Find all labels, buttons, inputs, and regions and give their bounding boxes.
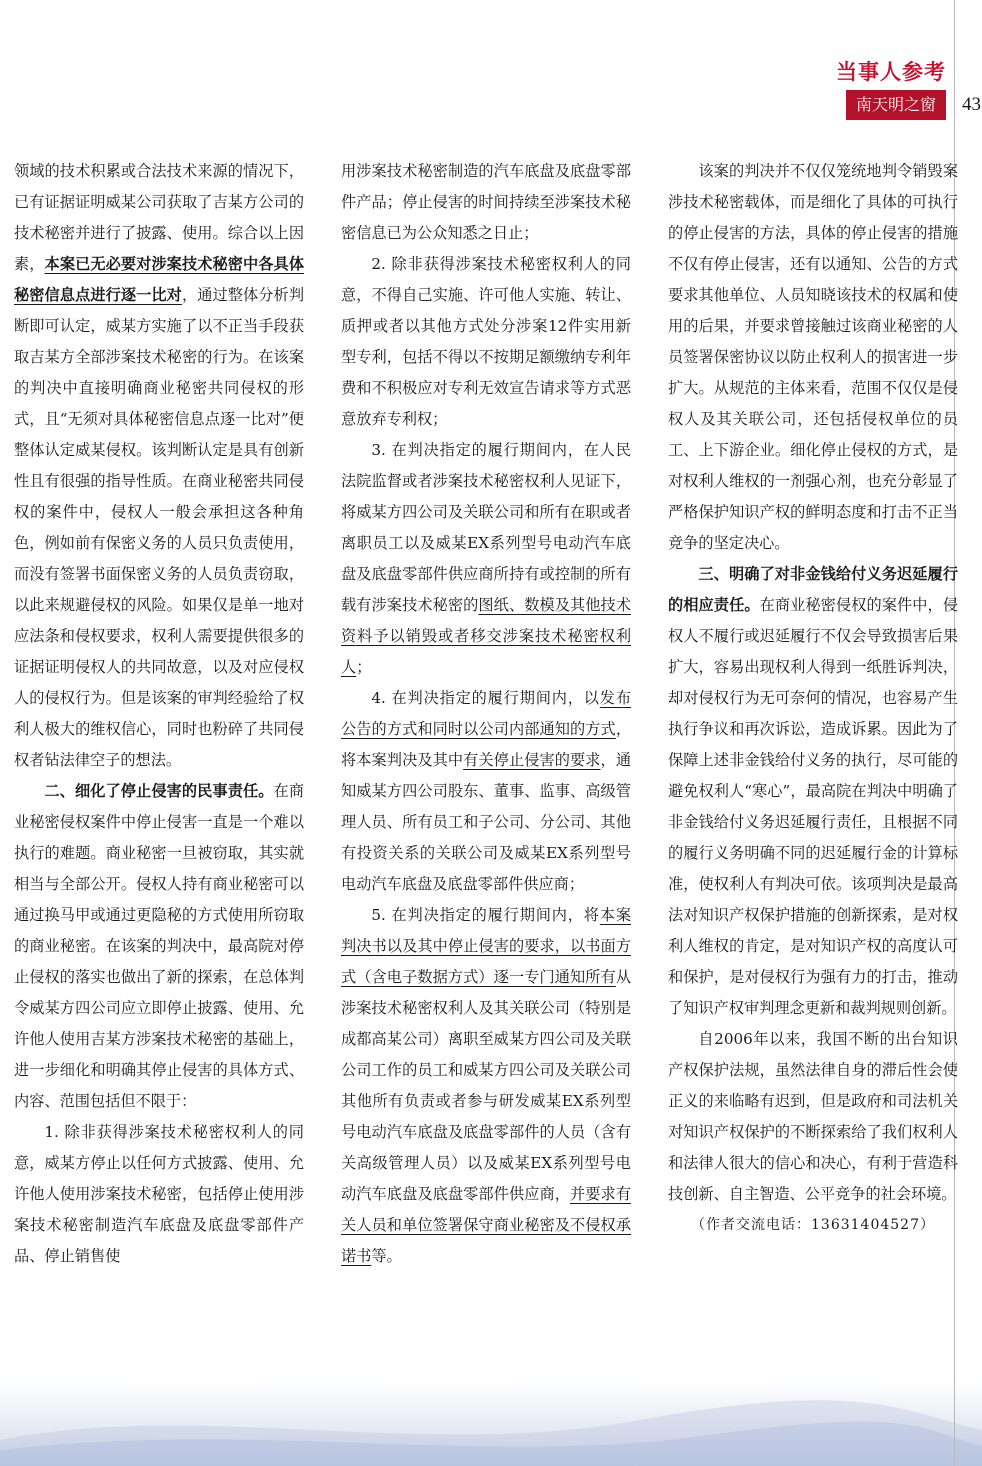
underlined-emphasis: 本案已无必要对涉案技术秘密中各具体秘密信息点进行逐一比对 [14, 255, 305, 304]
paragraph: 2. 除非获得涉案技术秘密权利人的同意，不得自己实施、许可他人实施、转让、质押或者以其他方式处分涉案12件实用新型专利，包括不得以不按期足额缴纳专利年费和不积极应对专利无效宣告请求等方式恶意放弃专利权； [341, 255, 631, 428]
author-contact: （作者交流电话：13631404527） [691, 1217, 935, 1233]
section-heading-3: 三、明确了对非金钱给付义务迟延履行的相应责任。 [668, 565, 958, 614]
article-column-2 [341, 156, 631, 1272]
background-wave-decoration [0, 1380, 982, 1466]
paragraph: 5. 在判决指定的履行期间内，将本案判决书以及其中停止侵害的要求，以书面方式（含电子数据方式）逐一专门通知所有从涉案技术秘密权利人及其关联公司（特别是成都高某公司）离职至威某方四公司及关联公司工作的员工和威某方四公司及关联公司其他所有负责或者参与研发威某EX系列型号电动汽车底盘及底盘零部件的人员（含有关高级管理人员）以及威某EX系列型号电动汽车底盘及底盘零部件供应商，并要求有关人员和单位签署保守商业秘密及不侵权承诺书等。 [341, 906, 632, 1265]
paragraph: 二、细化了停止侵害的民事责任。在商业秘密侵权案件中停止侵害一直是一个难以执行的难题。商业秘密一旦被窃取，其实就相当与全部公开。侵权人持有商业秘密可以通过换马甲或通过更隐秘的方式使用所窃取的商业秘密。在该案的判决中，最高院对停止侵权的落实也做出了新的探索，在总体判令威某方四公司应立即停止披露、使用、允许他人使用吉某方涉案技术秘密的基础上，进一步细化和明确其停止侵害的具体方式、内容、范围包括但不限于： [14, 782, 305, 1110]
section-title: 当事人参考 [836, 60, 946, 84]
paragraph: 三、明确了对非金钱给付义务迟延履行的相应责任。在商业秘密侵权的案件中，侵权人不履行或迟延履行不仅会导致损害后果扩大，容易出现权利人得到一纸胜诉判决，却对侵权行为无可奈何的情况，也容易产生执行争议和再次诉讼，造成诉累。因此为了保障上述非金钱给付义务的执行，尽可能的避免权利人“寒心”，最高院在判决中明确了非金钱给付义务迟延履行责任，且根据不同的履行义务明确不同的迟延履行金的计算标准，使权利人有判决可依。该项判决是最高法对知识产权保护措施的创新探索，是对权利人维权的肯定，是对知识产权的高度认可和保护，是对侵权行为强有力的打击，推动了知识产权审判理念更新和裁判规则创新。 [668, 565, 959, 1017]
paragraph: 4. 在判决指定的履行期间内，以发布公告的方式和同时以公司内部通知的方式，将本案判决及其中有关停止侵害的要求，通知威某方四公司股东、董事、监事、高级管理人员、所有员工和子公司、分公司、其他有投资关系的关联公司及威某EX系列型号电动汽车底盘及底盘零部件供应商； [341, 689, 632, 893]
paragraph: 自2006年以来，我国不断的出台知识产权保护法规，虽然法律自身的滞后性会使正义的来临略有迟到，但是政府和司法机关对知识产权保护的不断探索给了我们权利人和法律人很大的信心和决心，有利于营造科技创新、自主智造、公平竞争的社会环境。 [668, 1030, 958, 1203]
underlined-text: 本案判决书以及其中停止侵害的要求，以书面方式（含电子数据方式）逐一专门通知所有 [341, 906, 632, 986]
paragraph: 该案的判决并不仅仅笼统地判令销毁案涉技术秘密载体，而是细化了具体的可执行的停止侵害的方法，具体的停止侵害的措施不仅有停止侵害，还有以通知、公告的方式要求其他单位、人员知晓该技术的权属和使用的后果，并要求曾接触过该商业秘密的人员签署保密协议以防止权利人的损害进一步扩大。从规范的主体来看，范围不仅仅是侵权人及其关联公司，还包括侵权单位的员工、上下游企业。细化停止侵权的方式，是对权利人维权的一剂强心剂，也充分彰显了严格保护知识产权的鲜明态度和打击不正当竞争的坚定决心。 [668, 162, 958, 552]
article-column-3 [668, 156, 958, 1241]
article-column-1 [14, 156, 304, 1272]
paragraph: 1. 除非获得涉案技术秘密权利人的同意，威某方停止以任何方式披露、使用、允许他人使用涉案技术秘密，包括停止使用涉案技术秘密制造汽车底盘及底盘零部件产品、停止销售使 [14, 1123, 304, 1265]
underlined-text: 并要求有关人员和单位签署保守商业秘密及不侵权承诺书 [341, 1185, 632, 1265]
paragraph: 用涉案技术秘密制造的汽车底盘及底盘零部件产品；停止侵害的时间持续至涉案技术秘密信息已为公众知悉之日止； [341, 162, 631, 242]
paragraph: 领域的技术积累或合法技术来源的情况下，已有证据证明威某公司获取了吉某方公司的技术秘密并进行了披露、使用。综合以上因素，本案已无必要对涉案技术秘密中各具体秘密信息点进行逐一比对，通过整体分析判断即可认定，威某方实施了以不正当手段获取吉某方全部涉案技术秘密的行为。在该案的判决中直接明确商业秘密共同侵权的形式，且“无须对具体秘密信息点逐一比对”便整体认定威某侵权。该判断认定是具有创新性且有很强的指导性质。在商业秘密共同侵权的案件中，侵权人一般会承担这各种角色，例如前有保密义务的人员只负责使用，而没有签署书面保密义务的人员负责窃取，以此来规避侵权的风险。如果仅是单一地对应法条和侵权要求，权利人需要提供很多的证据证明侵权人的共同故意，以及对应侵权人的侵权行为。但是该案的审判经验给了权利人极大的维权信心，同时也粉碎了共同侵权者钻法律空子的想法。 [14, 162, 305, 769]
underlined-text: 图纸、数模及其他技术资料予以销毁或者移交涉案技术秘密权利人 [341, 596, 632, 676]
underlined-text: 发布公告的方式和同时以公司内部通知的方式 [341, 689, 632, 738]
section-heading-2: 二、细化了停止侵害的民事责任。 [44, 782, 274, 800]
underlined-text: 有关停止侵害的要求 [463, 751, 601, 769]
column-name-badge: 南天明之窗 [846, 90, 946, 120]
page-number: 43 [962, 94, 981, 115]
paragraph: 3. 在判决指定的履行期间内，在人民法院监督或者涉案技术秘密权利人见证下，将威某方四公司及关联公司和所有在职或者离职员工以及威某EX系列型号电动汽车底盘及底盘零部件供应商所持有或控制的所有载有涉案技术秘密的图纸、数模及其他技术资料予以销毁或者移交涉案技术秘密权利人； [341, 441, 632, 676]
